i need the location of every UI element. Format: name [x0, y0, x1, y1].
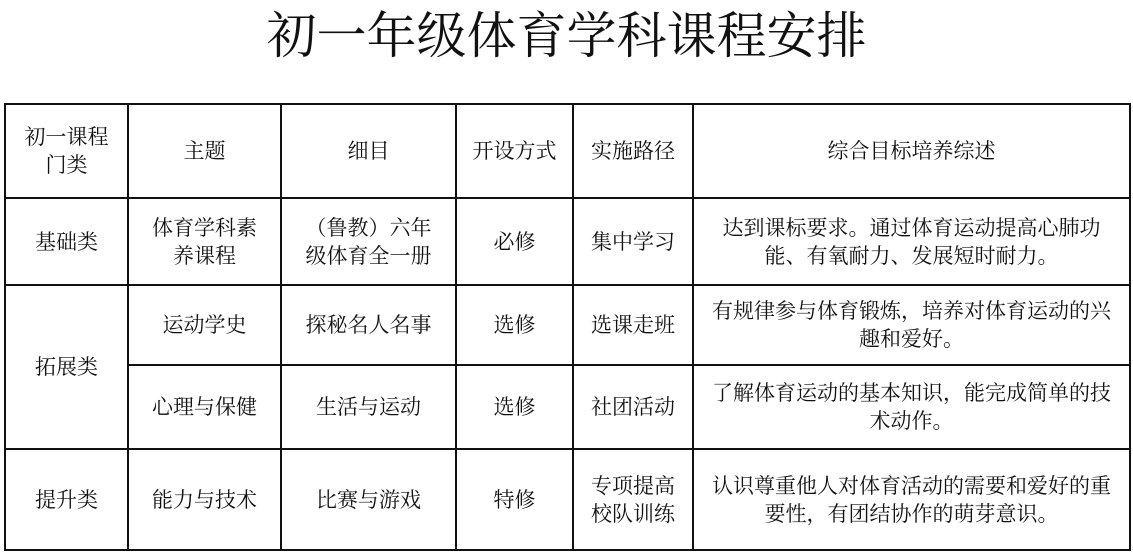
- header-category: 初一课程门类: [5, 104, 128, 198]
- course-table: [4, 103, 1131, 551]
- detail-cell: 生活与运动: [281, 365, 456, 449]
- category-cell: 基础类: [5, 198, 128, 285]
- goal-cell: 了解体育运动的基本知识，能完成简单的技术动作。: [693, 365, 1130, 449]
- category-cell: 提升类: [5, 449, 128, 550]
- category-cell: 拓展类: [5, 285, 128, 449]
- topic-cell: 体育学科素养课程: [128, 198, 281, 285]
- mode-cell: 特修: [456, 449, 573, 550]
- mode-cell: 必修: [456, 198, 573, 285]
- path-cell: 选课走班: [573, 285, 693, 365]
- table-row: [5, 365, 1130, 449]
- mode-cell: 选修: [456, 285, 573, 365]
- table-header-row: [5, 104, 1130, 198]
- detail-cell: 探秘名人名事: [281, 285, 456, 365]
- path-cell: 专项提高校队训练: [573, 449, 693, 550]
- header-goal: 综合目标培养综述: [693, 104, 1130, 198]
- header-detail: 细目: [281, 104, 456, 198]
- goal-cell: 有规律参与体育锻炼，培养对体育运动的兴趣和爱好。: [693, 285, 1130, 365]
- header-mode: 开设方式: [456, 104, 573, 198]
- topic-cell: 能力与技术: [128, 449, 281, 550]
- table-row: [5, 285, 1130, 365]
- mode-cell: 选修: [456, 365, 573, 449]
- topic-cell: 心理与保健: [128, 365, 281, 449]
- goal-cell: 认识尊重他人对体育活动的需要和爱好的重要性，有团结协作的萌芽意识。: [693, 449, 1130, 550]
- topic-cell: 运动学史: [128, 285, 281, 365]
- path-cell: 集中学习: [573, 198, 693, 285]
- goal-cell: 达到课标要求。通过体育运动提高心肺功能、有氧耐力、发展短时耐力。: [693, 198, 1130, 285]
- header-topic: 主题: [128, 104, 281, 198]
- header-path: 实施路径: [573, 104, 693, 198]
- path-cell: 社团活动: [573, 365, 693, 449]
- page-title: 初一年级体育学科课程安排: [266, 7, 867, 65]
- table-row: [5, 449, 1130, 550]
- table-row: [5, 198, 1130, 285]
- detail-cell: 比赛与游戏: [281, 449, 456, 550]
- detail-cell: （鲁教）六年级体育全一册: [281, 198, 456, 285]
